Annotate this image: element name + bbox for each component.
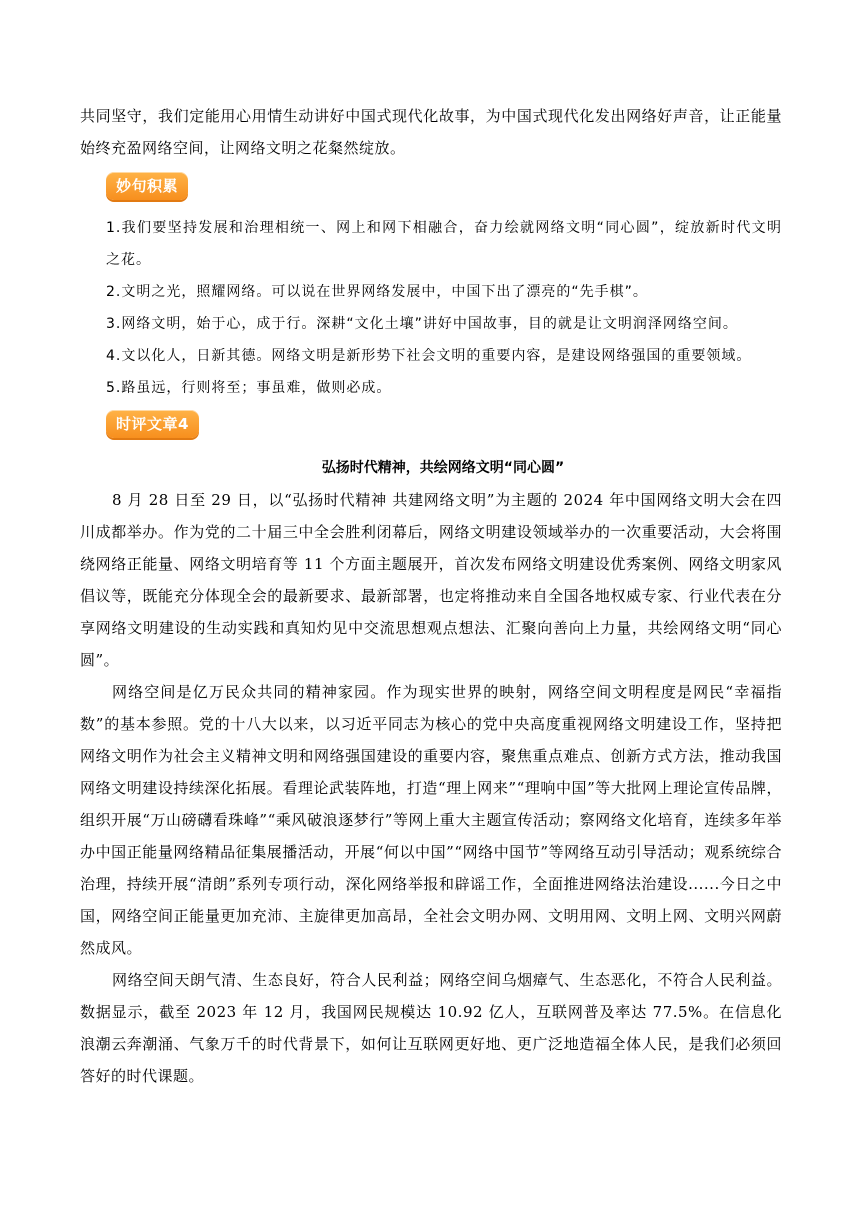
article-title: 弘扬时代精神，共绘网络文明“同心圆”	[321, 460, 565, 476]
quote-item: 4.文以化人，日新其德。网络文明是新形势下社会文明的重要内容，是建设网络强国的重要领域。	[106, 348, 752, 364]
section-badge-quotes: 妙句积累	[106, 172, 188, 200]
section-badge-article: 时评文章4	[106, 410, 199, 438]
section-badge-row	[106, 406, 782, 442]
document-page	[80, 100, 782, 1092]
quote-item: 5.路虽远，行则将至；事虽难，做则必成。	[106, 380, 392, 396]
article-paragraph: 网络空间是亿万民众共同的精神家园。作为现实世界的映射，网络空间文明程度是网民“幸福指数”的基本参照。党的十八大以来，以习近平同志为核心的党中央高度重视网络文明建设工作，坚持把网络文明作为社会主义精神文明和网络强国建设的重要内容，聚焦重点难点、创新方式方法，推动我国网络文明建设持续深化拓展。看理论武装阵地，打造“理上网来”“理响中国”等大批网上理论宣传品牌，组织开展“万山磅礴看珠峰”“乘风破浪逐梦行”等网上重大主题宣传活动；察网络文化培育，连续多年举办中国正能量网络精品征集展播活动，开展“何以中国”“网络中国节”等网络互动引导活动；观系统综合治理，持续开展“清朗”系列专项行动，深化网络举报和辟谣工作，全面推进网络法治建设......今日之中国，网络空间正能量更加充沛、主旋律更加高昂，全社会文明办网、文明用网、文明上网、文明兴网蔚然成风。	[80, 683, 782, 957]
article-paragraph: 网络空间天朗气清、生态良好，符合人民利益；网络空间乌烟瘴气、生态恶化，不符合人民利益。数据显示，截至 2023 年 12 月，我国网民规模达 10.92 亿人，互联网普及率达 77.5%。在信息化浪潮云奔潮涌、气象万千的时代背景下，如何让互联网更好地、更广泛地造福全体人民，是我们必须回答好的时代课题。	[80, 971, 782, 1085]
section-badge-row	[106, 168, 782, 204]
article-paragraph: 8 月 28 日至 29 日，以“弘扬时代精神 共建网络文明”为主题的 2024 年中国网络文明大会在四川成都举办。作为党的二十届三中全会胜利闭幕后，网络文明建设领域举办的一次重要活动，大会将围绕网络正能量、网络文明培育等 11 个方面主题展开，首次发布网络文明建设优秀案例、网络文明家风倡议等，既能充分体现全会的最新要求、最新部署，也定将推动来自全国各地权威专家、行业代表在分享网络文明建设的生动实践和真知灼见中交流思想观点想法、汇聚向善向上力量，共绘网络文明“同心圆”。	[80, 491, 782, 669]
article-body	[80, 484, 782, 1092]
intro-paragraph: 共同坚守，我们定能用心用情生动讲好中国式现代化故事，为中国式现代化发出网络好声音，让正能量始终充盈网络空间，让网络文明之花粲然绽放。	[80, 107, 782, 157]
quote-list	[80, 212, 782, 404]
quote-item: 1.我们要坚持发展和治理相统一、网上和网下相融合，奋力绘就网络文明“同心圆”，绽放新时代文明之花。	[106, 220, 782, 268]
quote-item: 3.网络文明，始于心，成于行。深耕“文化土壤”讲好中国故事，目的就是让文明润泽网络空间。	[106, 316, 738, 332]
quote-item: 2.文明之光，照耀网络。可以说在世界网络发展中，中国下出了漂亮的“先手棋”。	[106, 284, 648, 300]
